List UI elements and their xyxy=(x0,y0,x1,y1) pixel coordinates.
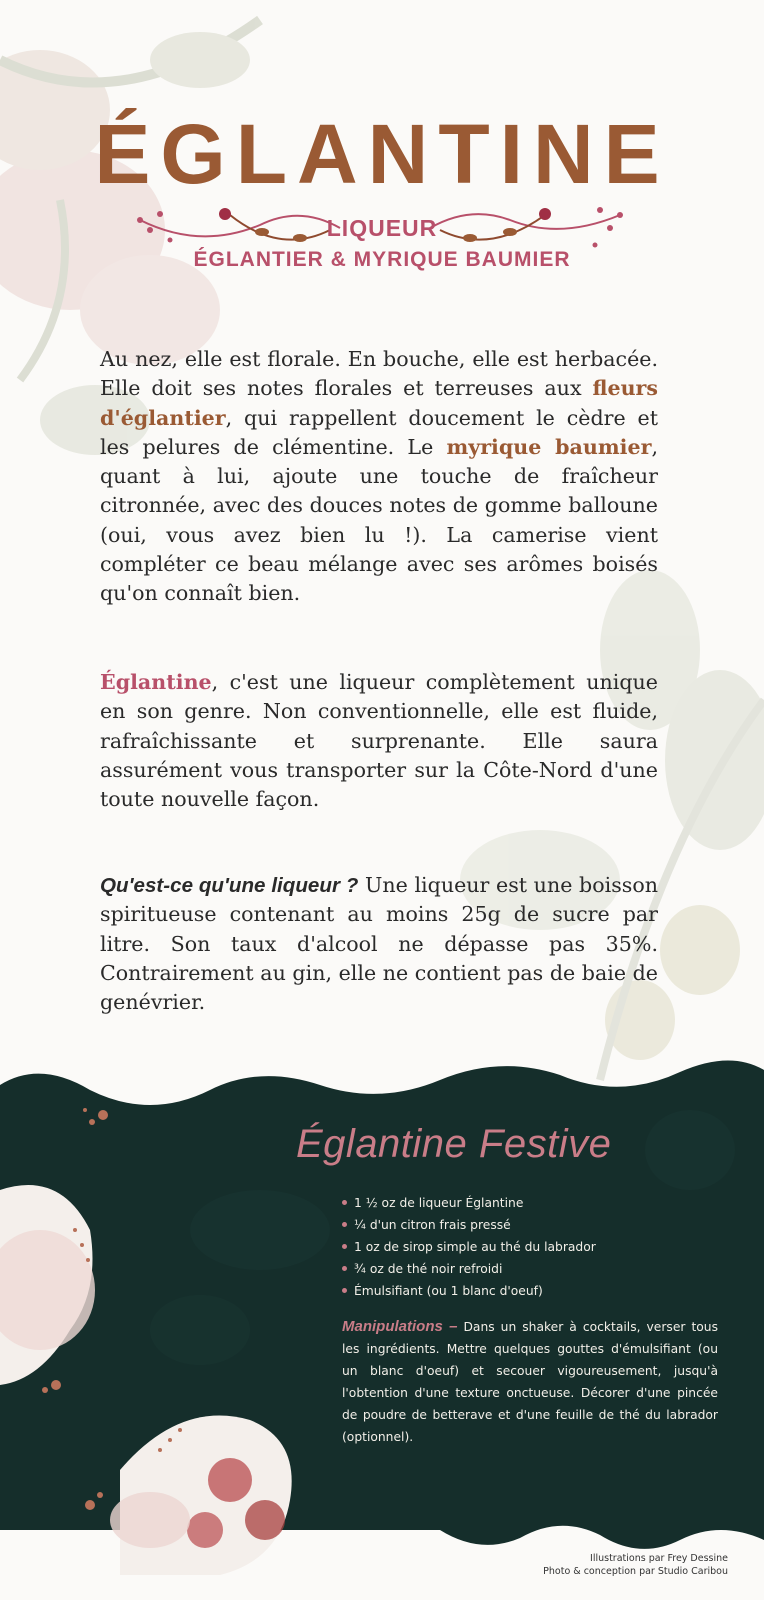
list-item: 1 oz de sirop simple au thé du labrador xyxy=(342,1236,596,1258)
description-text: Une liqueur est une boisson spiritueuse contenant au moins 25g de sucre par litre. Son taux d'alcool ne dépasse pas 35%. Contrairement au gin, elle ne contient pas de baie de genévrier. xyxy=(100,873,658,1015)
description-paragraph-3 xyxy=(100,871,658,1017)
highlight-eglantier: fleurs d'églantier xyxy=(100,376,658,430)
method-text: Dans un shaker à cocktails, verser tous les ingrédients. Mettre quelques gouttes d'émulsifiant (ou un blanc d'oeuf) et secouer vigoureusement, jusqu'à l'obtention d'une texture onctueuse. Décorer d'une pincée de poudre de betterave et d'une feuille de thé du labrador (optionnel). xyxy=(342,1320,719,1444)
highlight-eglantine: Églantine xyxy=(100,670,212,694)
photo-credit: Photo & conception par Studio Caribou xyxy=(543,1566,728,1577)
recipe-method xyxy=(342,1316,718,1448)
liqueur-question: Qu'est-ce qu'une liqueur ? xyxy=(100,874,359,897)
ingredients-list xyxy=(342,1192,596,1302)
bullet-icon xyxy=(342,1200,347,1205)
bullet-icon xyxy=(342,1244,347,1249)
list-item: Émulsifiant (ou 1 blanc d'oeuf) xyxy=(342,1280,596,1302)
bullet-icon xyxy=(342,1266,347,1271)
bullet-icon xyxy=(342,1288,347,1293)
list-item: 1 ½ oz de liqueur Églantine xyxy=(342,1192,596,1214)
description-text: , c'est une liqueur complètement unique en son genre. Non conventionnelle, elle est fluide, rafraîchissante et surprenante. Elle saura assurément vous transporter sur la Côte-Nord d'une toute nouvelle façon. xyxy=(100,670,658,812)
description-paragraph-2 xyxy=(100,668,658,814)
brand-title: ÉGLANTINE xyxy=(94,107,670,201)
illustration-credit: Illustrations par Frey Dessine xyxy=(590,1553,728,1564)
description-text: , quant à lui, ajoute une touche de fraîcheur citronnée, avec des douces notes de gomme balloune (oui, vous avez bien lu !). La camerise vient compléter ce beau mélange avec ses arômes boisés qu'on connaît bien. xyxy=(100,434,658,606)
list-item: ¼ d'un citron frais pressé xyxy=(342,1214,596,1236)
method-label: Manipulations – xyxy=(342,1318,458,1335)
product-subtitle xyxy=(0,215,764,272)
list-item: ¾ oz de thé noir refroidi xyxy=(342,1258,596,1280)
highlight-myrique: myrique baumier xyxy=(446,434,652,459)
bullet-icon xyxy=(342,1222,347,1227)
product-kind-label: LIQUEUR xyxy=(326,215,438,241)
description-paragraph-1 xyxy=(100,345,658,609)
description-text: , qui rappellent doucement le cèdre et les pelures de clémentine. Le xyxy=(100,405,658,459)
botanicals-label: ÉGLANTIER & MYRIQUE BAUMIER xyxy=(193,248,571,271)
description-text: Au nez, elle est florale. En bouche, elle est herbacée. Elle doit ses notes florales et terreuses aux xyxy=(100,347,658,401)
recipe-title: Églantine Festive xyxy=(296,1122,612,1166)
